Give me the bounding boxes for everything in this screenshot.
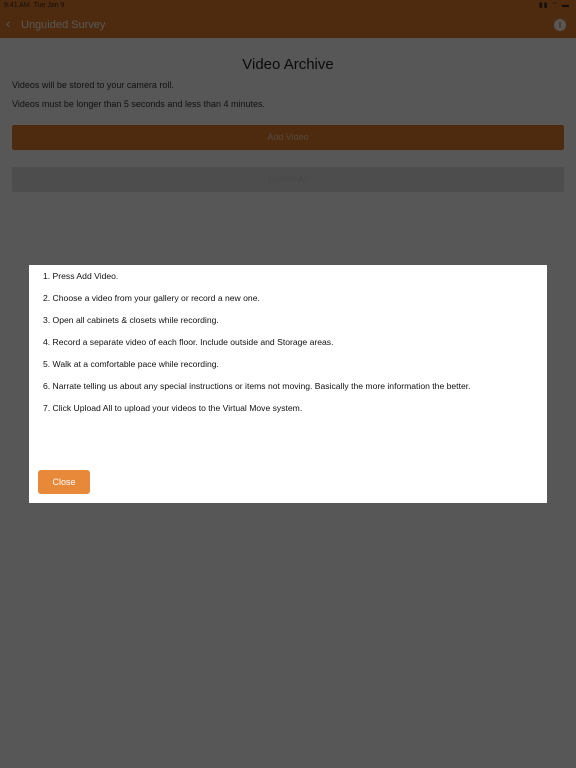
instruction-step: 6. Narrate telling us about any special instructions or items not moving. Basically the more information the better.: [43, 381, 471, 391]
instruction-step: 1. Press Add Video.: [43, 271, 119, 281]
close-button[interactable]: Close: [38, 470, 90, 494]
instruction-step: 2. Choose a video from your gallery or record a new one.: [43, 293, 260, 303]
instructions-dialog: [29, 265, 547, 503]
instruction-step: 5. Walk at a comfortable pace while recording.: [43, 359, 219, 369]
instruction-step: 3. Open all cabinets & closets while recording.: [43, 315, 219, 325]
instruction-step: 4. Record a separate video of each floor. Include outside and Storage areas.: [43, 337, 334, 347]
instruction-step: 7. Click Upload All to upload your videos to the Virtual Move system.: [43, 403, 303, 413]
